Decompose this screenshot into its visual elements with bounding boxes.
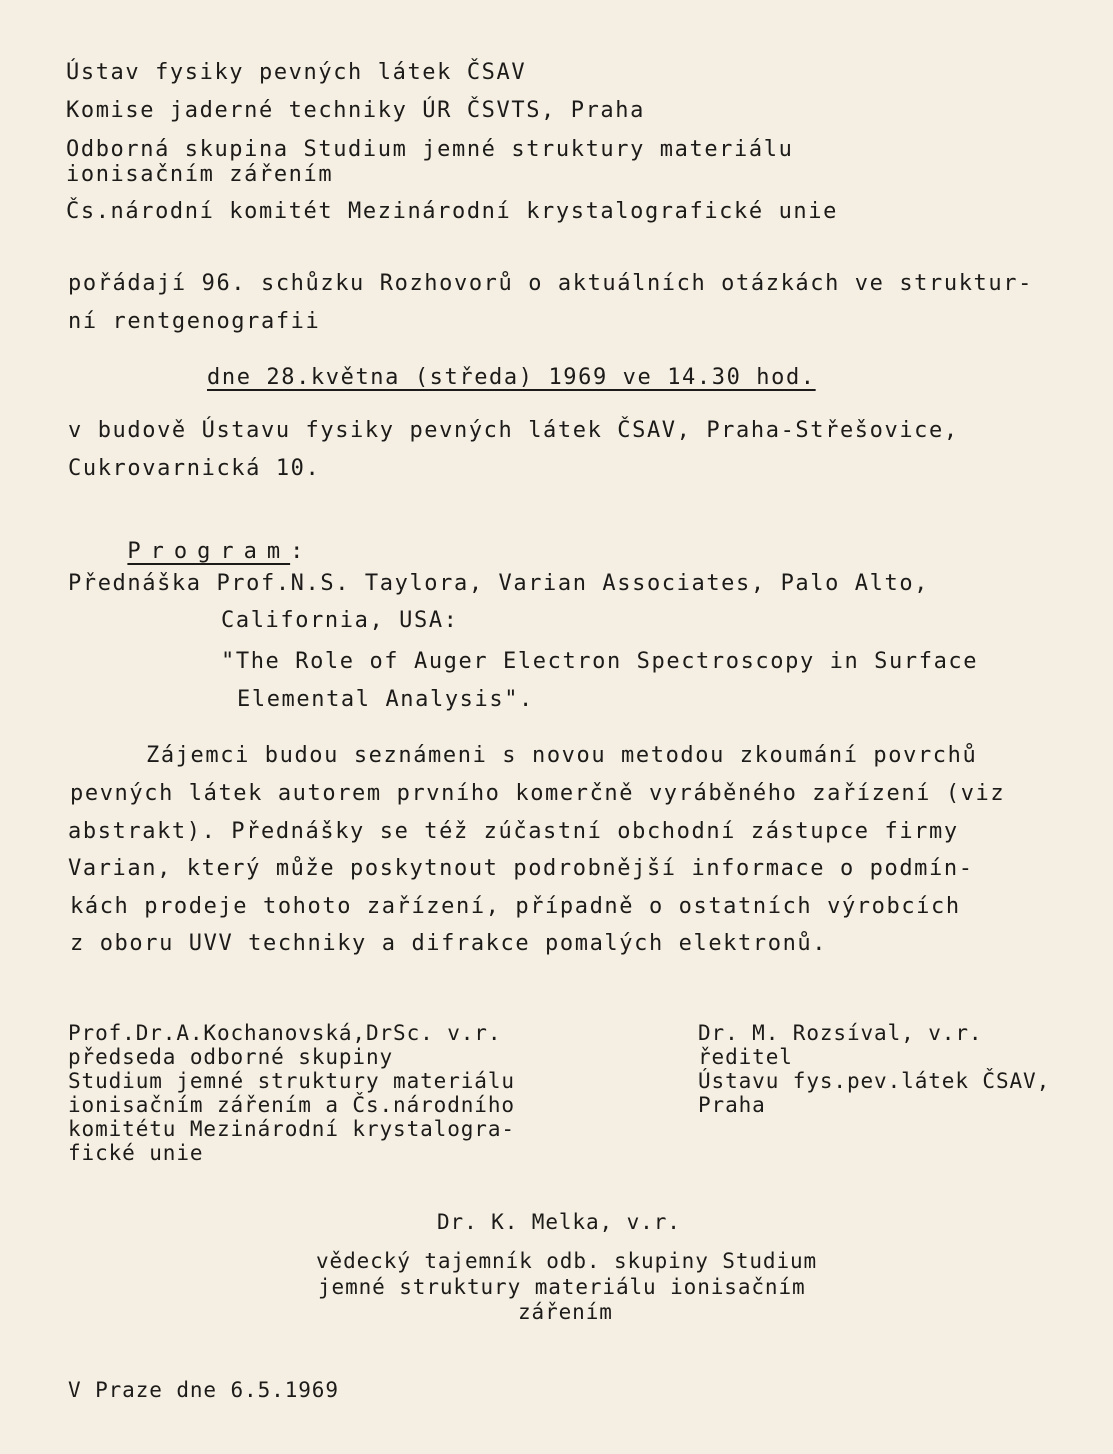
signature-left-name: Prof.Dr.A.Kochanovská,DrSc. v.r.: [68, 1021, 502, 1045]
header-line: Odborná skupina Studium jemné struktury materiálu: [66, 137, 794, 162]
program-heading: Program: [127, 539, 291, 564]
header-line: Ústav fysiky pevných látek ČSAV: [66, 60, 527, 85]
header-line: Čs.národní komitét Mezinárodní krystalografické unie: [66, 199, 838, 224]
paragraph-line: pevných látek autorem prvního komerčně vyráběného zařízení (viz: [70, 781, 1006, 806]
signature-center-name: Dr. K. Melka, v.r.: [437, 1210, 681, 1234]
signature-center-line: jemné struktury materiálu ionisačním: [318, 1275, 806, 1299]
lecture-line: California, USA:: [221, 608, 459, 633]
event-date: dne 28.května (středa) 1969 ve 14.30 hod.: [207, 365, 816, 390]
signature-center-line: vědecký tajemník odb. skupiny Studium: [316, 1249, 818, 1273]
signature-left-line: Studium jemné struktury materiálu: [68, 1069, 515, 1093]
program-colon: :: [290, 539, 305, 564]
paragraph-line: kách prodeje tohoto zařízení, případně o ostatních výrobcích: [70, 894, 961, 919]
paragraph-line: z oboru UVV techniky a difrakce pomalých elektronů.: [70, 931, 828, 956]
signature-left-line: komitétu Mezinárodní krystalogra-: [68, 1117, 515, 1141]
paragraph-line: Zájemci budou seznámeni s novou metodou zkoumání povrchů: [146, 743, 978, 768]
lecture-line: Přednáška Prof.N.S. Taylora, Varian Associates, Palo Alto,: [68, 571, 930, 596]
intro-line: pořádají 96. schůzku Rozhovorů o aktuálních otázkách ve struktur-: [68, 271, 1033, 296]
signature-center-line: zářením: [518, 1300, 613, 1324]
paragraph-line: Varian, který může poskytnout podrobnější informace o podmín-: [68, 856, 974, 881]
venue-line: v budově Ústavu fysiky pevných látek ČSAV, Praha-Střešovice,: [68, 418, 959, 443]
lecture-title: "The Role of Auger Electron Spectroscopy in Surface: [221, 649, 979, 674]
signature-right-line: Ústavu fys.pev.látek ČSAV,: [698, 1069, 1051, 1093]
header-line: Komise jaderné techniky ÚR ČSVTS, Praha: [66, 98, 645, 123]
lecture-title: Elemental Analysis".: [237, 687, 534, 712]
paragraph-line: abstrakt). Přednášky se též zúčastní obchodní zástupce firmy: [68, 819, 959, 844]
signature-right-line: ředitel: [698, 1045, 793, 1069]
document-date: V Praze dne 6.5.1969: [68, 1378, 339, 1402]
signature-left-line: ionisačním zářením a Čs.národního: [68, 1093, 515, 1117]
header-line: ionisačním zářením: [66, 162, 334, 187]
signature-right-name: Dr. M. Rozsíval, v.r.: [698, 1021, 983, 1045]
venue-line: Cukrovarnická 10.: [68, 456, 321, 481]
signature-left-line: předseda odborné skupiny: [68, 1045, 394, 1069]
intro-line: ní rentgenografii: [68, 309, 321, 334]
signature-left-line: fické unie: [68, 1141, 204, 1165]
signature-right-line: Praha: [698, 1093, 766, 1117]
